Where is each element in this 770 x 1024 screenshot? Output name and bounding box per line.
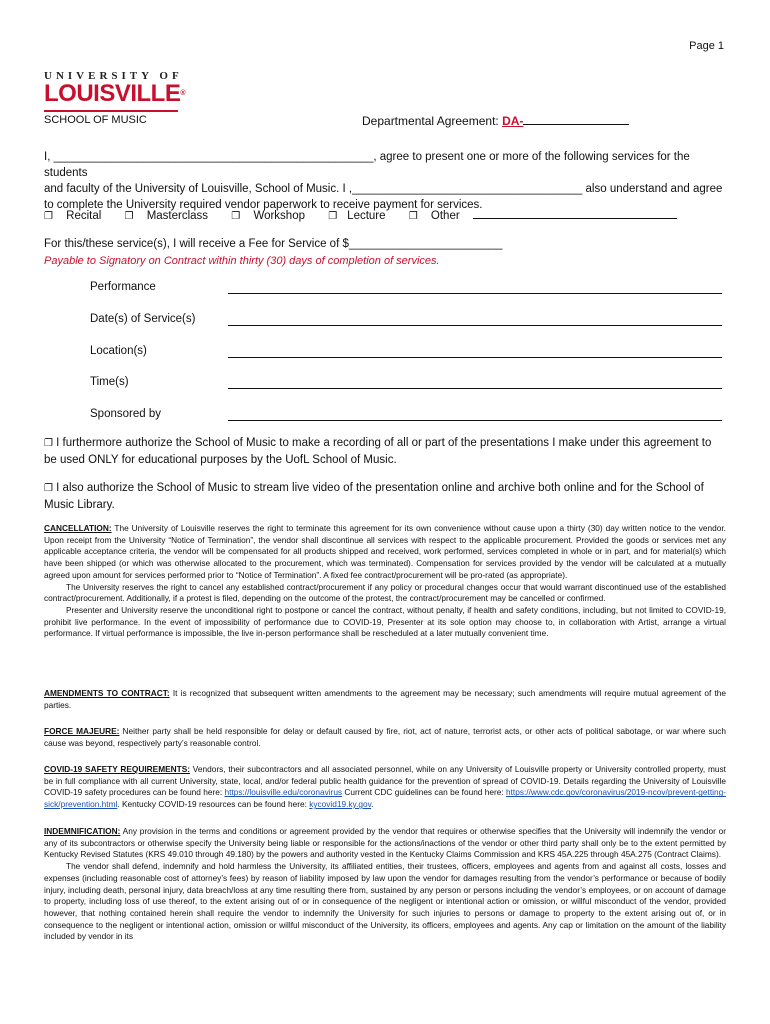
- field-label-locations: Location(s): [90, 345, 147, 357]
- field-label-dates: Date(s) of Service(s): [90, 313, 196, 325]
- field-line-performance[interactable]: [228, 293, 722, 294]
- cancellation-p2: The University reserves the right to cancel any established contract/procurement if any policy or procedural changes occur that would warrant discontinued use of the established contract/procurement. Additionally, if a protest is filed, depending on the outcome of the protest, the contract/procurement may be cancelled or confirmed.: [44, 581, 726, 604]
- recording-text: I furthermore authorize the School of Music to make a recording of all or part of the presentations I make under this agreement to be used ONLY for educational purposes by the UofL School of Music.: [44, 437, 712, 466]
- page-number: Page 1: [689, 40, 724, 52]
- covid-text1: Vendors, their subcontractors and all associated personnel, while on any University of Louisville property or University controlled property, must be in full compliance with all current University, state, local, and/or federal public health guidance for the prevention of spread of COVID-19. Details regarding the University of Louisville COVID-19 safety procedures can be found here:: [44, 764, 726, 798]
- field-line-locations[interactable]: [228, 357, 722, 358]
- checkbox-icon: ❐: [231, 211, 241, 222]
- logo-line2: LOUISVILLE®: [44, 80, 186, 107]
- amendments-heading: AMENDMENTS TO CONTRACT:: [44, 688, 170, 698]
- cancellation-p1: The University of Louisville reserves the right to terminate this agreement for its own convenience without cause upon a thirty (30) day written notice to the vendor. Upon receipt from the University “Notice of Termination”, the vendor shall discontinue all services with respect to the applicable procurement. Provided the goods or services met any applicable acceptance criteria, the vendor will be compensated for all products shipped and received, work performed, services completed in whole or in part, and for material(s) which have been shipped (or which was otherwise allocated to the procurement, which was terminated). Compensation for services provided by the vendor will be calculated at a mutually agreed upon amount for services performed prior to “Notice of Termination”. A fixed fee contract/procurement will be pro-rated (as appropriate).: [44, 523, 726, 580]
- force-majeure-section: [44, 726, 726, 749]
- dept-code: DA-: [502, 114, 524, 128]
- checkbox-icon: ❐: [328, 211, 338, 222]
- field-label-sponsored: Sponsored by: [90, 408, 161, 420]
- indemnification-p1: Any provision in the terms and conditions or agreement provided by the vendor that requires or otherwise specifies that the University will indemnify the vendor or any of its subcontractors or otherwise specify the University being liable or responsible for the actions/inactions of the vendor or other third party shall only be to the extent permitted by Kentucky Revised Statutes (KRS 49.010 through 49.180) by the powers and authority vested in the Kentucky Claims Commission and KRS 45A.225 through 45A.275 (Contract Claims).: [44, 826, 726, 860]
- covid-link-uofl[interactable]: https://louisville.edu/coronavirus: [224, 787, 343, 798]
- cancellation-p3: Presenter and University reserve the unconditional right to postpone or cancel the contract, without penalty, if health and safety conditions, including, but not limited to COVID-19, prohibit live performance. In the event of impossibility of performance due to COVID-19, Presenter at its sole option may choose to, in collaboration with Artist, arrange a virtual performance. If virtual performance is impossible, the live in-person performance shall be rescheduled at a later mutually convenient time.: [44, 604, 726, 639]
- fee-line: For this/these service(s), I will receive a Fee for Service of $________________________: [44, 238, 503, 250]
- service-masterclass[interactable]: ❐ Masterclass: [124, 210, 209, 222]
- intro-line3: to complete the University required vendor paperwork to receive payment for services.: [44, 199, 483, 211]
- other-field[interactable]: [473, 208, 677, 219]
- intro-line1: I, __________________________________________________, agree to present one or more of the following services for the students: [44, 151, 690, 179]
- dept-label: Departmental Agreement:: [362, 114, 499, 128]
- recording-authorization[interactable]: [44, 435, 726, 469]
- intro-line2: and faculty of the University of Louisville, School of Music. I ,____________________________________ also understand and agree: [44, 183, 723, 195]
- checkbox-icon: ❐: [408, 211, 418, 222]
- force-majeure-heading: FORCE MAJEURE:: [44, 726, 120, 736]
- field-line-times[interactable]: [228, 388, 722, 389]
- service-lecture[interactable]: ❐ Lecture: [328, 210, 386, 222]
- checkbox-icon: ❐: [44, 438, 53, 449]
- cancellation-heading: CANCELLATION:: [44, 523, 112, 533]
- cancellation-section: [44, 523, 726, 640]
- checkbox-icon: ❐: [124, 211, 134, 222]
- dept-code-field[interactable]: [523, 114, 629, 125]
- service-other[interactable]: ❐ Other: [409, 210, 687, 222]
- amendments-text: It is recognized that subsequent written amendments to the agreement may be necessary; such amendments will require mutual agreement of the parties.: [44, 688, 726, 710]
- covid-text3: . Kentucky COVID-19 resources can be found here:: [117, 799, 307, 810]
- amendments-section: [44, 688, 726, 711]
- covid-link-cdc[interactable]: https://www.cdc.gov/coronavirus/2019-ncov/prevent-getting-sick/prevention.html: [44, 787, 726, 810]
- checkbox-icon: ❐: [44, 483, 53, 494]
- intro-paragraph: [44, 149, 726, 213]
- indemnification-section: [44, 826, 726, 943]
- field-label-performance: Performance: [90, 281, 156, 293]
- field-label-times: Time(s): [90, 376, 129, 388]
- school-name: SCHOOL OF MUSIC: [44, 114, 147, 126]
- force-majeure-text: Neither party shall be held responsible for delay or default caused by fire, riot, act of nature, terrorist acts, or other acts of political sabotage, or war where such cause was beyond, respectively party’s reasonable control.: [44, 726, 726, 748]
- covid-heading: COVID-19 SAFETY REQUIREMENTS:: [44, 764, 191, 774]
- covid-link-kentucky[interactable]: kycovid19.ky.gov: [309, 799, 372, 810]
- stream-authorization[interactable]: [44, 480, 726, 514]
- field-line-dates[interactable]: [228, 325, 722, 326]
- covid-text2: Current CDC guidelines can be found here:: [344, 787, 504, 798]
- services-checkboxes: [44, 208, 726, 225]
- covid-section: [44, 764, 726, 811]
- payable-note: Payable to Signatory on Contract within thirty (30) days of completion of services.: [44, 255, 440, 267]
- stream-text: I also authorize the School of Music to stream live video of the presentation online and archive both online and for the School of Music Library.: [44, 482, 704, 511]
- service-workshop[interactable]: ❐ Workshop: [231, 210, 305, 222]
- logo-underline: [44, 110, 178, 112]
- departmental-agreement: [362, 114, 629, 128]
- indemnification-heading: INDEMNIFICATION:: [44, 826, 121, 836]
- checkbox-icon: ❐: [44, 211, 53, 222]
- field-line-sponsored[interactable]: [228, 420, 722, 421]
- indemnification-p2: The vendor shall defend, indemnify and hold harmless the University, its affiliated entities, their trustees, officers, employees and agents from and against all costs, losses and expenses (including reasonable cost of attorney’s fees) by reason of liability imposed by law upon the vendor for damages resulting from the vendor’s performance or because of bodily injury, including death, personal injury, data breach/loss at any time resulting there from, sustained by any person or persons including the vendor’s employees, or on account of damage to property, including loss of use thereof, to the extent arising out of or in consequence of the negligent or intentional action or omission, or willful misconduct of the vendor, provided however, that nothing contained herein shall require the vendor to indemnify the University for such injuries to persons or damage to property to the extent arising out of, or in consequence to the negligent or intentional action, omission or willful misconduct of the University, its officers, employees and agents. Any cap or limitation on the amount of the liability included by vendor in its: [44, 861, 726, 942]
- covid-text4: .: [371, 799, 374, 810]
- university-logo: [44, 70, 184, 112]
- service-recital[interactable]: ❐ Recital: [44, 210, 102, 222]
- logo-line1: UNIVERSITY OF: [44, 70, 183, 82]
